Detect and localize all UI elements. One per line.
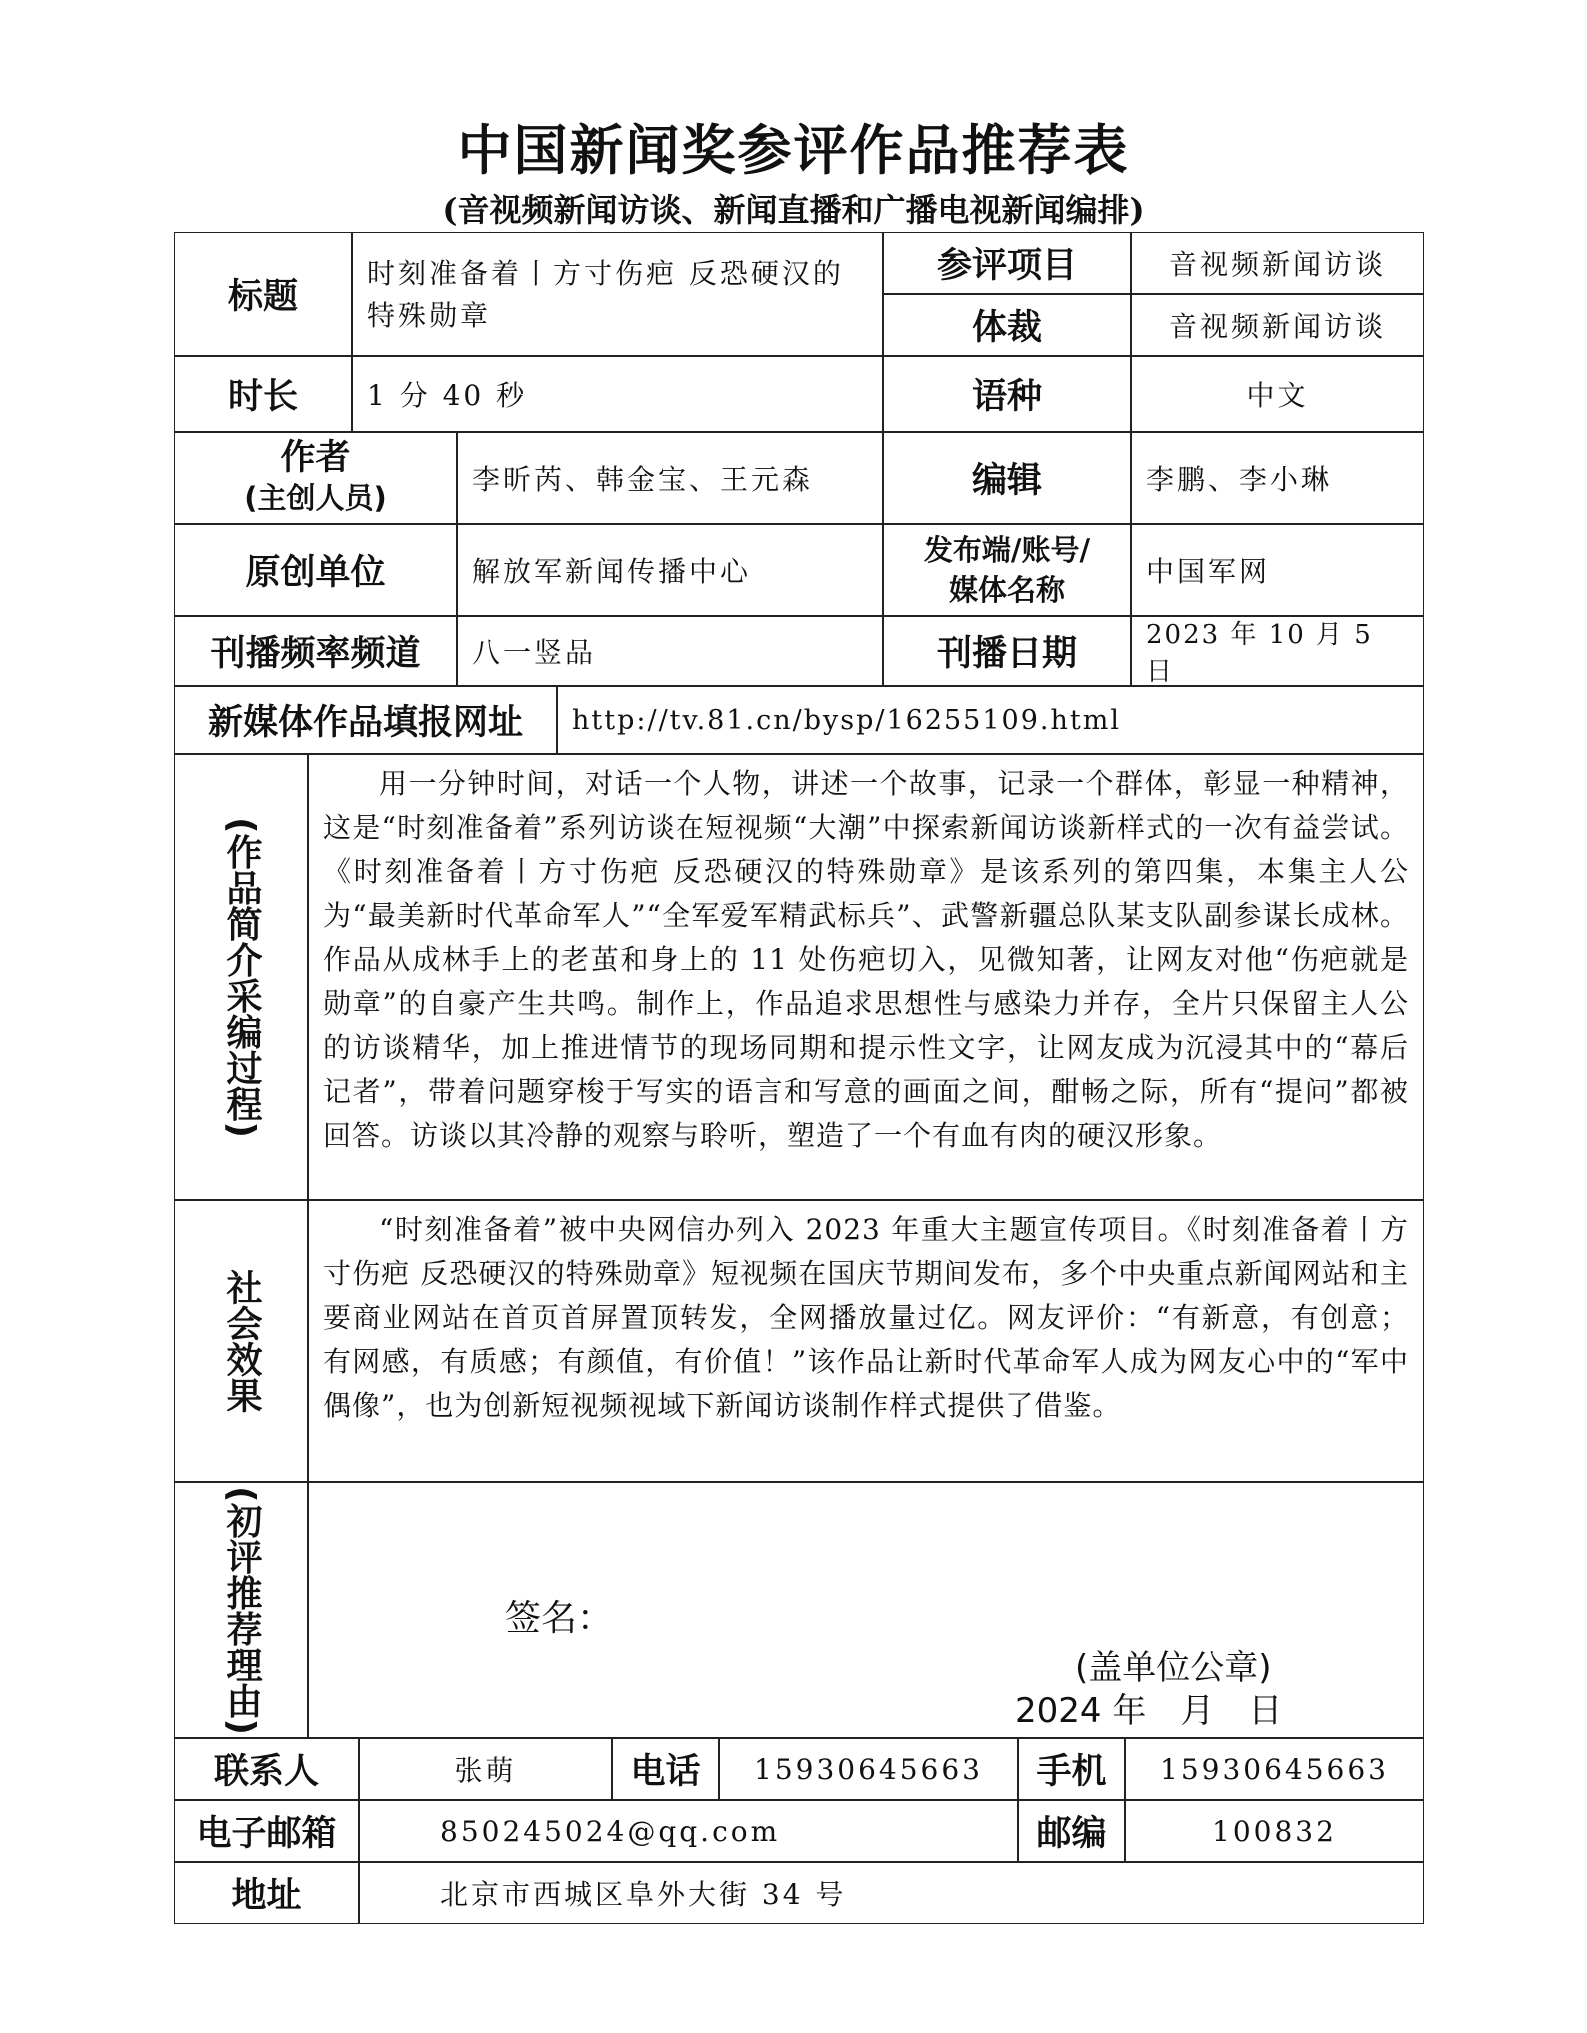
email-label: 电子邮箱 — [174, 1800, 359, 1862]
effect-text: “时刻准备着”被中央网信办列入 2023 年重大主题宣传项目。《时刻准备着丨方寸伤疤 反恐硬汉的特殊勋章》短视频在国庆节期间发布，多个中央重点新闻网站和主要商业网站在首页首屏置顶转发，全网播放量过亿。网友评价：“有新意，有创意；有网感，有质感；有颜值，有价值！”该作品让新时代革命军人成为网友心中的“军中偶像”，也为创新短视频视域下新闻访谈制作样式提供了借鉴。 — [308, 1200, 1424, 1482]
intro-text: 用一分钟时间，对话一个人物，讲述一个故事，记录一个群体，彰显一种精神，这是“时刻准备着”系列访谈在短视频“大潮”中探索新闻访谈新样式的一次有益尝试。《时刻准备着丨方寸伤疤 反恐硬汉的特殊勋章》是该系列的第四集，本集主人公为“最美新时代革命军人”“全军爱军精武标兵”、武警新疆总队某支队副参谋长成林。作品从成林手上的老茧和身上的 11 处伤疤切入，见微知著，让网友对他“伤疤就是勋章”的自豪产生共鸣。制作上，作品追求思想性与感染力并存，全片只保留主人公的访谈精华，加上推进情节的现场同期和提示性文字，让网友成为沉浸其中的“幕后记者”，带着问题穿梭于写实的语言和写意的画面之间，酣畅之际，所有“提问”都被回答。访谈以其冷静的观察与聆听，塑造了一个有血有肉的硬汉形象。 — [308, 754, 1424, 1200]
phone-label: 电话 — [612, 1738, 719, 1800]
url-value: http://tv.81.cn/bysp/16255109.html — [557, 686, 1424, 754]
date-label: 刊播日期 — [883, 616, 1131, 686]
author-label — [174, 432, 457, 524]
address-label: 地址 — [174, 1862, 359, 1924]
address-value: 北京市西城区阜外大街 34 号 — [359, 1862, 1424, 1924]
title-label: 标题 — [174, 232, 352, 356]
language-label: 语种 — [883, 356, 1131, 432]
mobile-value: 15930645663 — [1125, 1738, 1424, 1800]
genre-value: 音视频新闻访谈 — [1131, 294, 1424, 356]
unit-label: 原创单位 — [174, 524, 457, 616]
editor-label: 编辑 — [883, 432, 1131, 524]
contact-label: 联系人 — [174, 1738, 359, 1800]
effect-label-text: 社会效果 — [221, 1269, 262, 1413]
channel-value: 八一竖品 — [457, 616, 883, 686]
signature-label: 签名： — [505, 1598, 614, 1639]
recommend-label-text: (初评推荐理由) — [221, 1485, 262, 1735]
duration-label: 时长 — [174, 356, 352, 432]
recommend-label — [174, 1482, 308, 1738]
sign-date: 2024 年 月 日 — [1015, 1691, 1283, 1731]
editor-value: 李鹏、李小琳 — [1131, 432, 1424, 524]
contact-value: 张萌 — [359, 1738, 612, 1800]
publisher-label-line1: 发布端/账号/ — [923, 533, 1091, 567]
category-value: 音视频新闻访谈 — [1131, 232, 1424, 294]
intro-label-text: (作品简介采编过程) — [221, 816, 262, 1138]
author-label-sub: (主创人员) — [244, 481, 387, 515]
genre-label: 体裁 — [883, 294, 1131, 356]
author-value: 李昕芮、韩金宝、王元森 — [457, 432, 883, 524]
effect-label — [174, 1200, 308, 1482]
seal-note: (盖单位公章) — [1075, 1648, 1272, 1688]
publisher-label — [883, 524, 1131, 616]
publisher-value: 中国军网 — [1131, 524, 1424, 616]
category-label: 参评项目 — [883, 232, 1131, 294]
email-value: 850245024@qq.com — [359, 1800, 1018, 1862]
intro-label — [174, 754, 308, 1200]
publisher-label-line2: 媒体名称 — [948, 573, 1065, 607]
postcode-value: 100832 — [1125, 1800, 1424, 1862]
title-value: 时刻准备着丨方寸伤疤 反恐硬汉的特殊勋章 — [352, 232, 883, 356]
url-label: 新媒体作品填报网址 — [174, 686, 557, 754]
unit-value: 解放军新闻传播中心 — [457, 524, 883, 616]
date-value: 2023 年 10 月 5 日 — [1131, 616, 1424, 686]
mobile-label: 手机 — [1018, 1738, 1125, 1800]
form-subtitle: (音视频新闻访谈、新闻直播和广播电视新闻编排) — [442, 191, 1145, 229]
postcode-label: 邮编 — [1018, 1800, 1125, 1862]
author-label-main: 作者 — [280, 438, 351, 478]
channel-label: 刊播频率频道 — [174, 616, 457, 686]
form-title: 中国新闻奖参评作品推荐表 — [457, 118, 1130, 182]
language-value: 中文 — [1131, 356, 1424, 432]
phone-value: 15930645663 — [719, 1738, 1018, 1800]
duration-value: 1 分 40 秒 — [352, 356, 883, 432]
